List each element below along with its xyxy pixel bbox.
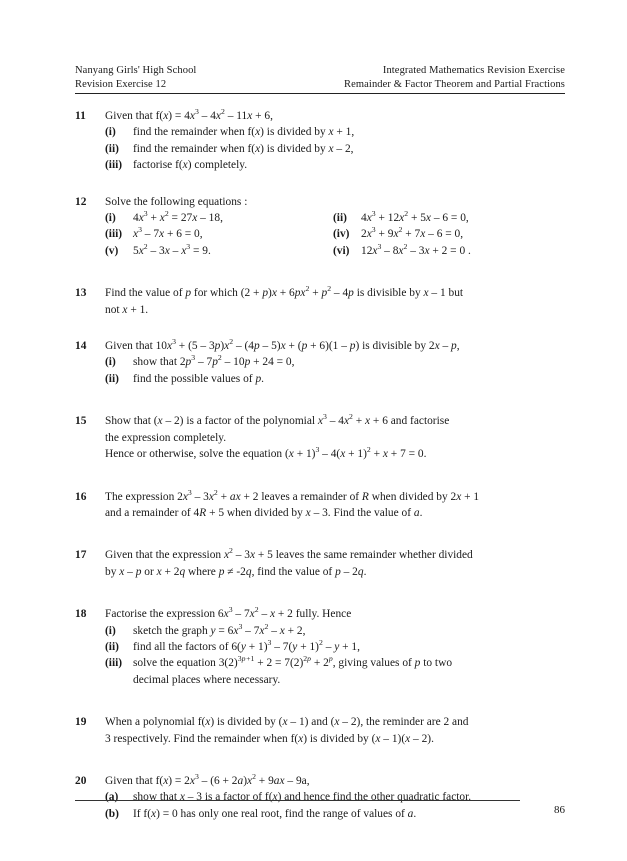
page-content	[75, 64, 565, 822]
part-label: (i)	[105, 356, 116, 369]
course-title: Integrated Mathematics Revision Exercise	[382, 65, 565, 76]
part-label: (a)	[105, 791, 119, 804]
question-stem: Given that $f(x) = 2x^3 - (6 + 2a)x^2 + 9ax - 9a$,	[105, 772, 310, 787]
question-number: 15	[75, 415, 87, 428]
part-label: (i)	[105, 212, 116, 225]
part-text: solve the equation $3(2)^{3p +1} + 2 = 7(2)^{2p} + 2^p$, giving values of p to two	[133, 654, 453, 670]
question-line-2: by x – p or x + 2q where p ≠ -2q, find the value of p – 2q.	[105, 565, 367, 578]
part-i	[105, 354, 565, 370]
page-number: 86	[554, 804, 565, 816]
part-label: (b)	[105, 807, 119, 820]
question-stem: Factorise the expression $6x^3 - 7x^2 - x + 2$ fully. Hence	[105, 605, 352, 621]
question-number: 16	[75, 490, 87, 503]
question-13	[75, 285, 565, 318]
part-text: factorise f(x) completely.	[133, 159, 248, 172]
part-text-continued: decimal places where necessary.	[133, 673, 281, 686]
question-12	[75, 194, 565, 260]
exercise-label: Revision Exercise 12	[75, 79, 167, 90]
part-label: (ii)	[105, 640, 119, 653]
part-ii	[105, 371, 565, 387]
question-17	[75, 547, 565, 580]
part-ii	[105, 639, 565, 655]
part-ii	[333, 210, 595, 226]
school-name: Nanyang Girls' High School	[75, 65, 197, 76]
question-stem: Given that $f(x) = 4x^3 - 4x^2 - 11x + 6$,	[105, 107, 273, 122]
question-stem: Given that $10x^3 + (5 - 3p)x^2 - (4p - 5)x + (p + 6)(1 - p)$ is divisible by 2x – p,	[105, 337, 460, 353]
question-19	[75, 714, 565, 747]
part-text: show that x – 3 is a factor of f(x) and hence find the other quadratic factor.	[133, 791, 472, 804]
question-number: 20	[75, 774, 87, 787]
question-line-1: Given that the expression $x^2 - 3x + 5$ leaves the same remainder whether divided	[105, 546, 473, 562]
question-stem: Solve the following equations :	[105, 195, 248, 208]
part-i	[105, 124, 565, 140]
part-a	[105, 789, 565, 805]
part-label: (i)	[105, 624, 116, 637]
topic-label: Remainder & Factor Theorem and Partial Fractions	[344, 79, 565, 90]
part-text: find the possible values of p.	[133, 372, 264, 385]
question-parts	[105, 623, 565, 689]
question-line-3: Hence or otherwise, solve the equation $(x + 1)^3 - 4(x + 1)^2 + x + 7 = 0$.	[105, 445, 427, 461]
question-number: 13	[75, 287, 87, 300]
part-label: (i)	[105, 126, 116, 139]
part-label: (iii)	[105, 228, 123, 241]
part-iii	[105, 226, 333, 242]
part-text: $4x^3 + x^2 = 27x - 18$,	[133, 209, 223, 225]
part-label: (ii)	[105, 142, 119, 155]
part-text: sketch the graph $y = 6x^3 - 7x^2 - x + 2$,	[133, 621, 306, 637]
part-text: $5x^2 - 3x - x^3 = 9$.	[133, 242, 211, 257]
question-16	[75, 489, 565, 522]
question-line-2: 3 respectively. Find the remainder when f(x) is divided by (x – 1)(x – 2).	[105, 732, 434, 745]
question-line-2: and a remainder of 4R + 5 when divided by x – 3. Find the value of a.	[105, 506, 423, 519]
part-iv	[333, 226, 595, 242]
part-text: $12x^3 - 8x^2 - 3x + 2 = 0$ .	[361, 242, 471, 257]
part-label: (iii)	[105, 657, 123, 670]
question-line-1: Show that (x – 2) is a factor of the polynomial $x^3 - 4x^2 + x + 6$ and factorise	[105, 412, 450, 428]
header-row-top	[75, 64, 565, 78]
question-line-1: Find the value of p for which $(2 + p)x + 6px^2 + p^2 - 4p$ is divisible by x – 1 but	[105, 284, 464, 300]
part-label: (v)	[105, 244, 119, 257]
part-iii	[105, 655, 565, 688]
part-text: show that $2p^3 - 7p^2 - 10p + 24 = 0$,	[133, 353, 295, 369]
question-15	[75, 413, 565, 462]
part-label: (vi)	[333, 244, 350, 257]
part-b	[105, 806, 565, 822]
question-line-1: The expression $2x^3 - 3x^2$ + ax + 2 leaves a remainder of R when divided by 2x + 1	[105, 487, 480, 503]
part-ii	[105, 141, 565, 157]
part-i	[105, 210, 333, 226]
question-parts	[105, 354, 565, 387]
parts-column-left	[105, 210, 333, 259]
question-20	[75, 773, 565, 822]
part-text: find the remainder when f(x) is divided by x – 2,	[133, 142, 354, 155]
part-text: $2x^3 + 9x^2 + 7x - 6 = 0$,	[361, 225, 464, 241]
part-label: (iii)	[105, 159, 123, 172]
footer-divider	[75, 800, 520, 801]
question-parts	[105, 124, 565, 173]
question-number: 12	[75, 195, 87, 208]
part-text: $4x^3 + 12x^2 + 5x - 6 = 0$,	[361, 209, 469, 225]
part-text: find the remainder when f(x) is divided by x + 1,	[133, 126, 355, 139]
part-iii	[105, 157, 565, 173]
part-v	[105, 243, 333, 259]
question-line-2: the expression completely.	[105, 431, 227, 444]
question-number: 17	[75, 549, 87, 562]
header-row-bottom	[75, 78, 565, 94]
part-i	[105, 623, 565, 639]
question-parts-columns	[105, 210, 565, 259]
part-label: (iv)	[333, 228, 350, 241]
part-label: (ii)	[333, 212, 347, 225]
question-line-1: When a polynomial f(x) is divided by (x – 1) and (x – 2), the reminder are 2 and	[105, 716, 469, 729]
part-label: (ii)	[105, 372, 119, 385]
part-vi	[333, 243, 595, 259]
question-number: 19	[75, 716, 87, 729]
question-number: 18	[75, 608, 87, 621]
question-11	[75, 108, 565, 174]
part-text: $x^3 - 7x + 6 = 0$,	[133, 225, 203, 241]
question-18	[75, 606, 565, 688]
question-parts	[105, 789, 565, 822]
question-14	[75, 338, 565, 387]
question-line-2: not x + 1.	[105, 303, 149, 316]
part-text: If f(x) = 0 has only one real root, find the range of values of a.	[133, 807, 417, 820]
part-text: find all the factors of $6(y + 1)^3 - 7(y + 1)^2 - y + 1$,	[133, 638, 360, 653]
question-number: 14	[75, 340, 87, 353]
parts-column-right	[333, 210, 595, 259]
question-number: 11	[75, 110, 86, 122]
